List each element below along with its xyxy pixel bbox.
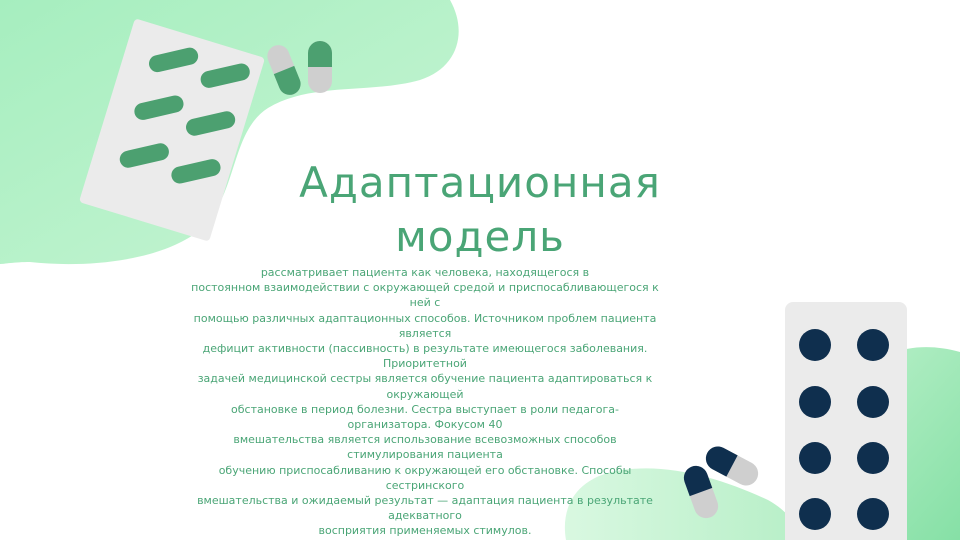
capsule-icon-top-right: [308, 41, 332, 93]
body-line: дефицит активности (пассивность) в результате имеющегося заболевания.: [202, 342, 648, 356]
body-line: организатора. Фокусом 40: [347, 418, 503, 432]
title-line: модель: [395, 212, 565, 261]
body-line: ней с: [409, 296, 441, 310]
body-line: задачей медицинской сестры является обучение пациента адаптироваться к: [197, 372, 653, 386]
title-line: Адаптационная: [299, 158, 661, 207]
pill-blister-pack-navy-icon: [785, 302, 907, 540]
slide-title: [230, 156, 730, 264]
body-line: рассматривает пациента как человека, находящегося в: [260, 266, 590, 279]
body-line: вмешательства является использование всевозможных способов: [233, 433, 617, 447]
body-line: окружающей: [386, 387, 464, 401]
body-line: является: [398, 326, 452, 340]
slide-body-text: [164, 265, 686, 539]
body-line: обстановке в период болезни. Сестра выступает в роли педагога-: [231, 402, 619, 416]
body-line: адекватного: [388, 509, 462, 523]
body-line: Приоритетной: [383, 357, 467, 371]
body-line: обучению приспосабливанию к окружающей его обстановке. Способы: [218, 463, 632, 477]
body-line: вмешательства и ожидаемый результат — адаптация пациента в результате: [197, 494, 653, 508]
body-line: постоянном взаимодействии с окружающей средой и приспосабливающегося к: [191, 281, 659, 295]
body-line: стимулирования пациента: [347, 448, 503, 462]
body-line: восприятия применяемых стимулов.: [318, 524, 532, 538]
body-line: сестринского: [385, 478, 465, 492]
body-line: помощью различных адаптационных способов. Источником проблем пациента: [193, 311, 657, 325]
